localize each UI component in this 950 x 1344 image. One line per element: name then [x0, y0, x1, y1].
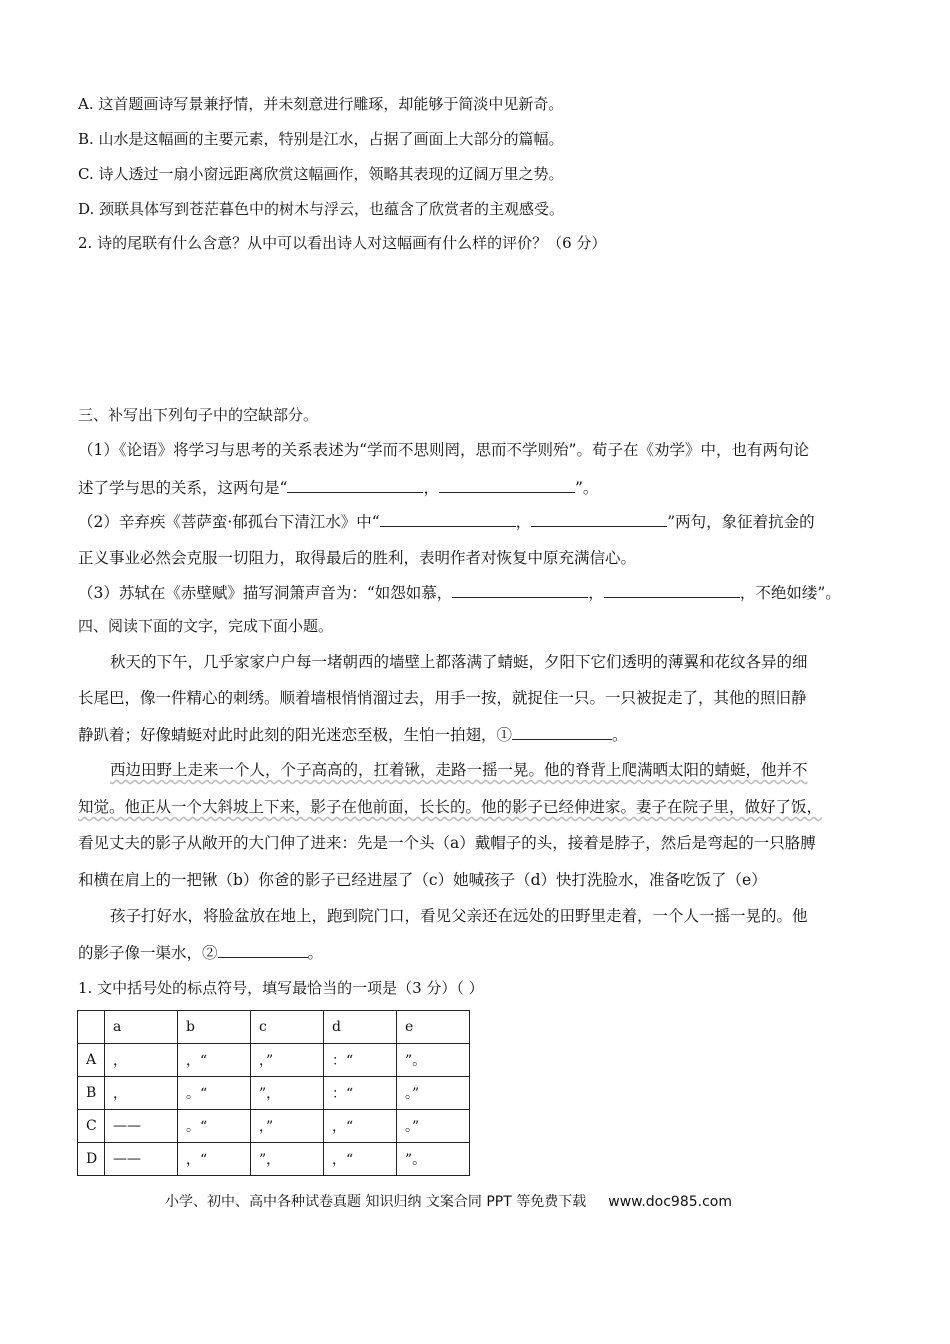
option-d: D. 颈联具体写到苍茫暮色中的树木与浮云，也蕴含了欣赏者的主观感受。 — [78, 200, 565, 218]
answer-blank[interactable] — [439, 477, 575, 493]
s3-q2-text-c: ”两句，象征着抗金的 — [667, 513, 815, 531]
passage-p2-line3: 看见丈夫的影子从敞开的大门伸了进来：先是一个头（a）戴帽子的头，接着是脖子，然后是弯起的一只胳膊 — [78, 834, 816, 852]
s3-q3-text-a: （3）苏轼在《赤壁赋》描写洞箫声音为：“如怨如慕， — [78, 584, 453, 602]
passage-p1-line1: 秋天的下午，几乎家家户户每一堵朝西的墙壁上都落满了蜻蜓，夕阳下它们透明的薄翼和花纹各异的细 — [110, 653, 808, 671]
p1-text-a: 静趴着；好像蜻蜓对此时此刻的阳光迷恋至极，生怕一拍翅，① — [78, 726, 513, 744]
table-cell: ”。 — [397, 1044, 470, 1077]
table-cell: ：“ — [324, 1044, 397, 1077]
row-label: B — [78, 1077, 105, 1110]
table-cell: ”， — [251, 1077, 324, 1110]
passage-p2-line2: 知觉。他正从一个大斜坡上下来，影子在他前面，长长的。他的影子已经伸进家。妻子在院子里，做好了饭， — [78, 798, 823, 816]
option-c: C. 诗人透过一扇小窗远距离欣赏这幅画作，领略其表现的辽阔万里之势。 — [78, 165, 564, 183]
table-cell: 。” — [397, 1077, 470, 1110]
answer-blank[interactable] — [287, 477, 423, 493]
table-cell: —— — [105, 1110, 178, 1143]
table-cell: ，“ — [178, 1044, 251, 1077]
s3-q3-line — [78, 582, 878, 603]
answer-blank[interactable] — [604, 582, 740, 598]
passage-p1-line2: 长尾巴，像一件精心的刺绣。顺着墙根悄悄溜过去，用手一按，就捉住一只。一只被捉走了，其他的照旧静 — [78, 689, 807, 707]
s3-q1-text-c: ”。 — [574, 479, 599, 497]
table-row — [78, 1143, 470, 1176]
table-row — [78, 1110, 470, 1143]
s3-q1-text-b: ， — [423, 479, 439, 497]
page-footer — [165, 1191, 732, 1211]
s3-q1-line2 — [78, 477, 878, 498]
table-header-cell — [78, 1011, 105, 1044]
s3-q2-text-a: （2）辛弃疾《菩萨蛮·郁孤台下清江水》中“ — [78, 513, 380, 531]
answer-blank-1[interactable] — [512, 724, 612, 740]
table-header-row — [78, 1011, 470, 1044]
answer-blank[interactable] — [380, 511, 516, 527]
row-label: A — [78, 1044, 105, 1077]
question-2: 2. 诗的尾联有什么含意？从中可以看出诗人对这幅画有什么样的评价？（6 分） — [78, 234, 607, 252]
table-row — [78, 1044, 470, 1077]
answer-blank-2[interactable] — [218, 942, 308, 958]
table-header-cell: a — [105, 1011, 178, 1044]
passage-p2-line1: 西边田野上走来一个人，个子高高的，扛着锹，走路一摇一晃。他的脊背上爬满晒太阳的蜻蜓，他并不 — [110, 761, 808, 779]
section-4-question-1: 1. 文中括号处的标点符号，填写最恰当的一项是（3 分）（ ） — [78, 979, 484, 997]
table-header-cell: b — [178, 1011, 251, 1044]
table-cell: ”。 — [397, 1143, 470, 1176]
option-b: B. 山水是这幅画的主要元素，特别是江水，占据了画面上大部分的篇幅。 — [78, 130, 564, 148]
section-4-title: 四、阅读下面的文字，完成下面小题。 — [78, 617, 334, 635]
s3-q2-line2: 正义事业必然会克服一切阻力，取得最后的胜利，表明作者对恢复中原充满信心。 — [78, 549, 637, 567]
row-label: D — [78, 1143, 105, 1176]
passage-p1-line3 — [78, 724, 878, 745]
s3-q2-line1 — [78, 511, 878, 532]
passage-p3-line2 — [78, 942, 878, 963]
table-header-cell: d — [324, 1011, 397, 1044]
answer-blank[interactable] — [452, 582, 588, 598]
s3-q3-text-b: ， — [588, 584, 604, 602]
table-row — [78, 1077, 470, 1110]
p3-text-b: 。 — [307, 944, 324, 962]
p3-text-a: 的影子像一渠水，② — [78, 944, 218, 962]
table-header-cell: c — [251, 1011, 324, 1044]
table-cell: ，“ — [324, 1143, 397, 1176]
s3-q1-text-a: 述了学与思的关系，这两句是“ — [78, 479, 288, 497]
answer-blank[interactable] — [531, 511, 667, 527]
section-3-title: 三、补写出下列句子中的空缺部分。 — [78, 406, 319, 424]
table-cell: 。” — [397, 1110, 470, 1143]
table-cell: ：“ — [324, 1077, 397, 1110]
table-cell: ，“ — [178, 1143, 251, 1176]
punctuation-options-table — [77, 1010, 470, 1176]
table-cell: —— — [105, 1143, 178, 1176]
passage-p3-line1: 孩子打好水，将脸盆放在地上，跑到院门口，看见父亲还在远处的田野里走着，一个人一摇一晃的。他 — [110, 907, 808, 925]
footer-url-link[interactable]: www.doc985.com — [608, 1194, 732, 1210]
table-cell: ，” — [251, 1044, 324, 1077]
s3-q3-text-c: ，不绝如缕”。 — [739, 584, 841, 602]
passage-p2-line4: 和横在肩上的一把锹（b）你爸的影子已经进屋了（c）她喊孩子（d）快打洗脸水，准备吃饭了（e） — [78, 871, 767, 889]
table-cell: 。“ — [178, 1110, 251, 1143]
row-label: C — [78, 1110, 105, 1143]
table-cell: ，” — [251, 1110, 324, 1143]
s3-q1-line1: （1）《论语》将学习与思考的关系表述为“学而不思则罔，思而不学则殆”。荀子在《劝学》中，也有两句论 — [78, 441, 809, 459]
table-cell: ， — [105, 1044, 178, 1077]
p1-text-b: 。 — [612, 726, 628, 744]
option-a: A. 这首题画诗写景兼抒情，并未刻意进行雕琢，却能够于简淡中见新奇。 — [78, 95, 564, 113]
table-cell: ”， — [251, 1143, 324, 1176]
footer-text: 小学、初中、高中各种试卷真题 知识归纳 文案合同 PPT 等免费下载 — [165, 1194, 587, 1210]
table-cell: ， — [105, 1077, 178, 1110]
table-header-cell: e — [397, 1011, 470, 1044]
s3-q2-text-b: ， — [515, 513, 532, 531]
table-cell: 。“ — [178, 1077, 251, 1110]
table-cell: ，“ — [324, 1110, 397, 1143]
